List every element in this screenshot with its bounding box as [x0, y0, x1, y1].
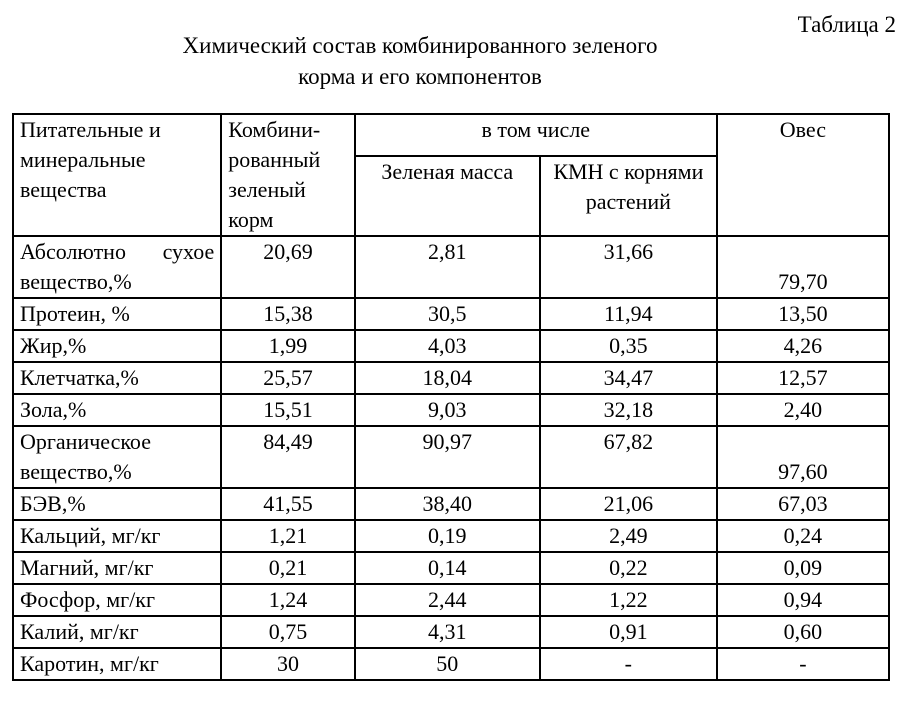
title-line-1: Химический состав комбинированного зеленого: [182, 33, 658, 58]
table-row: [13, 236, 889, 298]
table-row: [13, 616, 889, 648]
row-name-cell: Абсолютно сухое вещество,%: [13, 236, 221, 298]
row-name-cell: БЭВ,%: [13, 488, 221, 520]
oats-value: -: [717, 648, 889, 680]
kmn-roots-value: 11,94: [540, 298, 717, 330]
combined-feed-value: 1,24: [221, 584, 355, 616]
table-row: [13, 648, 889, 680]
green-mass-value: 38,40: [355, 488, 540, 520]
row-name-cell: Фосфор, мг/кг: [13, 584, 221, 616]
header-combined-feed: Комбини-рованный зеленый корм: [221, 114, 355, 236]
kmn-roots-value: 2,49: [540, 520, 717, 552]
combined-feed-value: 41,55: [221, 488, 355, 520]
oats-value: 0,09: [717, 552, 889, 584]
green-mass-value: 9,03: [355, 394, 540, 426]
green-mass-value: 4,31: [355, 616, 540, 648]
kmn-roots-value: 21,06: [540, 488, 717, 520]
oats-value: 13,50: [717, 298, 889, 330]
table-row: [13, 426, 889, 488]
table-row: [13, 394, 889, 426]
combined-feed-value: 15,51: [221, 394, 355, 426]
row-name-cell: Кальций, мг/кг: [13, 520, 221, 552]
combined-feed-value: 1,99: [221, 330, 355, 362]
row-name-cell: Калий, мг/кг: [13, 616, 221, 648]
kmn-roots-value: 67,82: [540, 426, 717, 488]
table-row: [13, 488, 889, 520]
oats-value: 2,40: [717, 394, 889, 426]
green-mass-value: 30,5: [355, 298, 540, 330]
table-row: [13, 520, 889, 552]
table-number-label: Таблица 2: [797, 12, 896, 37]
oats-value: 4,26: [717, 330, 889, 362]
oats-value: 97,60: [717, 426, 889, 488]
document-title: [0, 30, 840, 92]
row-name-cell: Магний, мг/кг: [13, 552, 221, 584]
combined-feed-value: 0,21: [221, 552, 355, 584]
green-mass-value: 0,14: [355, 552, 540, 584]
table-row: [13, 552, 889, 584]
kmn-roots-value: 31,66: [540, 236, 717, 298]
header-including-group: в том числе: [355, 114, 717, 156]
table-row: [13, 298, 889, 330]
row-name-cell: Жир,%: [13, 330, 221, 362]
kmn-roots-value: 34,47: [540, 362, 717, 394]
oats-value: 0,24: [717, 520, 889, 552]
composition-table: [12, 113, 890, 681]
kmn-roots-value: 0,91: [540, 616, 717, 648]
row-name-cell: Зола,%: [13, 394, 221, 426]
table-row: [13, 330, 889, 362]
oats-value: 0,60: [717, 616, 889, 648]
combined-feed-value: 84,49: [221, 426, 355, 488]
green-mass-value: 18,04: [355, 362, 540, 394]
kmn-roots-value: 1,22: [540, 584, 717, 616]
row-name-cell: Органическое вещество,%: [13, 426, 221, 488]
combined-feed-value: 15,38: [221, 298, 355, 330]
oats-value: 79,70: [717, 236, 889, 298]
title-line-2: корма и его компонентов: [298, 64, 542, 89]
kmn-roots-value: -: [540, 648, 717, 680]
green-mass-value: 0,19: [355, 520, 540, 552]
combined-feed-value: 0,75: [221, 616, 355, 648]
header-green-mass: Зеленая масса: [355, 156, 540, 236]
oats-value: 67,03: [717, 488, 889, 520]
header-nutrients: Питательные и минеральные вещества: [13, 114, 221, 236]
kmn-roots-value: 0,22: [540, 552, 717, 584]
oats-value: 0,94: [717, 584, 889, 616]
combined-feed-value: 1,21: [221, 520, 355, 552]
kmn-roots-value: 0,35: [540, 330, 717, 362]
row-name-cell: Каротин, мг/кг: [13, 648, 221, 680]
green-mass-value: 2,44: [355, 584, 540, 616]
green-mass-value: 90,97: [355, 426, 540, 488]
header-kmn-roots: КМН с корнями растений: [540, 156, 717, 236]
header-oats: Овес: [717, 114, 889, 236]
row-name-cell: Протеин, %: [13, 298, 221, 330]
green-mass-value: 50: [355, 648, 540, 680]
table-row: [13, 584, 889, 616]
combined-feed-value: 30: [221, 648, 355, 680]
combined-feed-value: 25,57: [221, 362, 355, 394]
oats-value: 12,57: [717, 362, 889, 394]
green-mass-value: 4,03: [355, 330, 540, 362]
combined-feed-value: 20,69: [221, 236, 355, 298]
table-row: [13, 362, 889, 394]
green-mass-value: 2,81: [355, 236, 540, 298]
row-name-cell: Клетчатка,%: [13, 362, 221, 394]
kmn-roots-value: 32,18: [540, 394, 717, 426]
